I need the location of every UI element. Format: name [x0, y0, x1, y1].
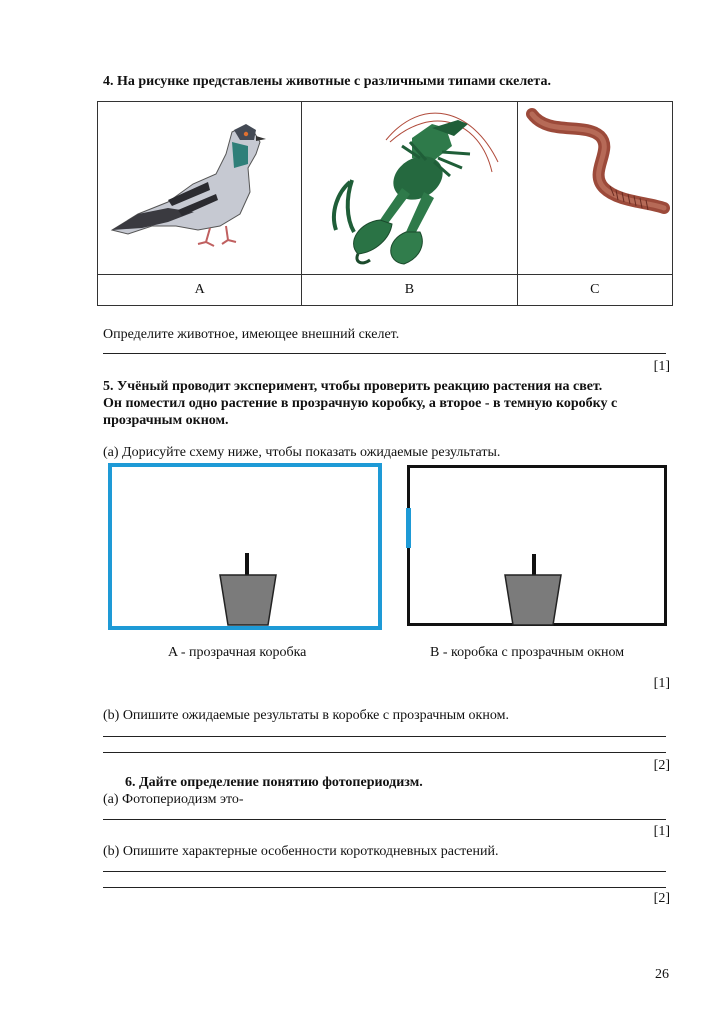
q5-mark-b: [2]	[653, 758, 670, 773]
box-a-caption: A - прозрачная коробка	[168, 645, 307, 660]
animal-cell-b	[302, 102, 517, 275]
transparent-box-diagram[interactable]	[108, 463, 382, 630]
q6-mark-a: [1]	[653, 824, 670, 839]
q4-heading: 4. На рисунке представлены животные с различными типами скелета.	[103, 74, 551, 89]
q5-part-a: (a) Дорисуйте схему ниже, чтобы показать ожидаемые результаты.	[103, 445, 501, 460]
q6-part-b: (b) Опишите характерные особенности короткодневных растений.	[103, 844, 499, 859]
box-b-caption: B - коробка с прозрачным окном	[430, 645, 625, 660]
plant-pot-icon	[504, 574, 562, 626]
animals-table	[97, 101, 673, 306]
plant-pot-icon	[219, 574, 277, 626]
q5-part-b: (b) Опишите ожидаемые результаты в коробке с прозрачным окном.	[103, 708, 509, 723]
q5-heading-line2: Он поместил одно растение в прозрачную коробку, а второе - в темную коробку с	[103, 396, 618, 411]
earthworm-icon	[518, 102, 673, 274]
answer-line[interactable]	[103, 752, 666, 753]
animal-label-c: C	[517, 275, 672, 306]
q5-mark-a: [1]	[653, 676, 670, 691]
q5-heading-line3: прозрачным окном.	[103, 413, 229, 428]
q6-mark-b: [2]	[653, 891, 670, 906]
answer-line[interactable]	[103, 887, 666, 888]
page-number: 26	[655, 967, 669, 982]
animal-label-a: A	[98, 275, 302, 306]
q4-question: Определите животное, имеющее внешний скелет.	[103, 327, 400, 342]
animal-label-b: B	[302, 275, 517, 306]
answer-line[interactable]	[103, 353, 666, 354]
dark-box-diagram[interactable]	[407, 465, 667, 626]
pigeon-icon	[98, 102, 302, 274]
lobster-icon	[302, 102, 517, 274]
animal-cell-c	[517, 102, 672, 275]
transparent-window	[406, 508, 411, 548]
q6-part-a: (a) Фотопериодизм это-	[103, 792, 244, 807]
answer-line[interactable]	[103, 871, 666, 872]
q4-mark: [1]	[653, 359, 670, 374]
answer-line[interactable]	[103, 736, 666, 737]
q6-heading: 6. Дайте определение понятию фотопериодизм.	[125, 775, 423, 790]
answer-line[interactable]	[103, 819, 666, 820]
animal-cell-a	[98, 102, 302, 275]
q5-heading-line1: 5. Учёный проводит эксперимент, чтобы проверить реакцию растения на свет.	[103, 379, 603, 394]
